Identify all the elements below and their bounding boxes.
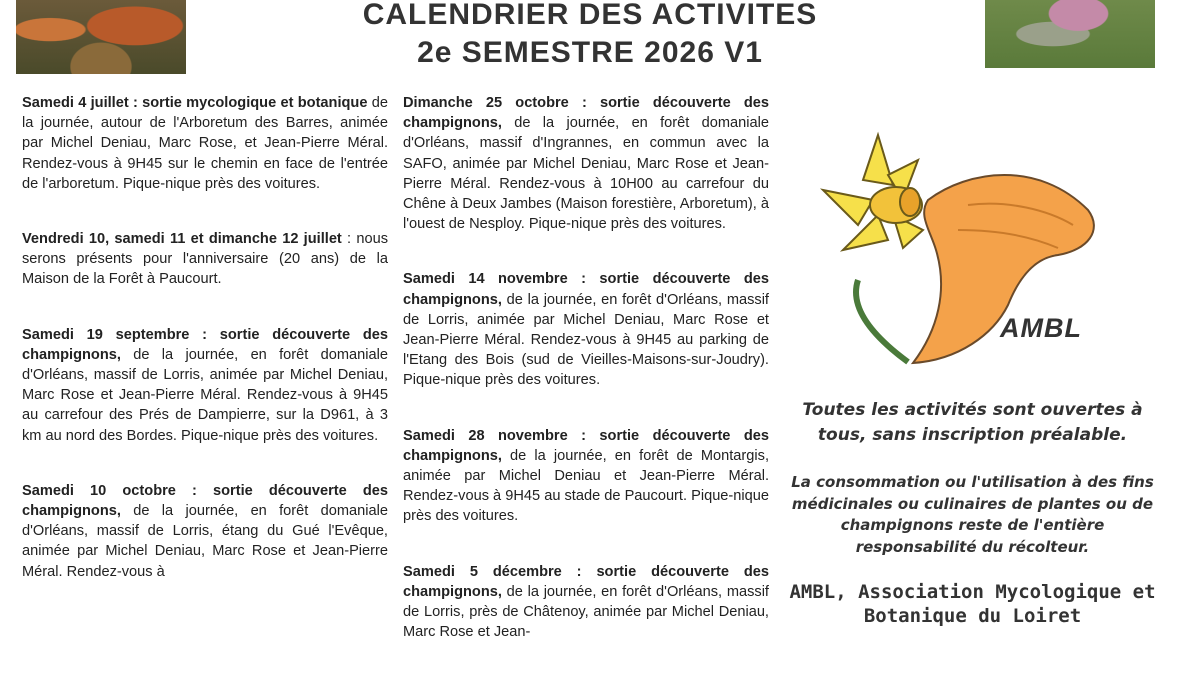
activity-entry [403,93,769,234]
activity-heading: Samedi 4 juillet : sortie mycologique et botanique [22,95,368,111]
activity-details: de la journée, en forêt domaniale d'Orléans, massif d'Ingrannes, en commun avec la SAFO, animée par Michel Deniau, Marc Rose et Jean-Pierre Méral. Rendez-vous à 10H00 au carrefour du Chêne à Deux Jambes (Maison forestière, Arboretum), à l'ouest de Nesploy. Pique-nique près des voitures. [403,115,769,233]
activity-entry [22,229,388,290]
activity-heading: Samedi 19 septembre : sortie découverte des champignons, [22,326,388,363]
activity-entry [403,426,769,527]
activity-heading: Samedi 14 novembre : sortie découverte des champignons, [403,271,769,308]
activities-column-2 [403,93,769,677]
activity-entry [22,93,388,194]
page-subtitle: 2e SEMESTRE 2026 V1 [417,36,763,69]
activity-heading: Samedi 10 octobre : sortie découverte des champignons, [22,482,388,520]
activity-details: de la journée, en forêt de Montargis, animée par Michel Deniau et Jean-Pierre Méral. Rendez-vous à 9H45 au stade de Paucourt. Pique-nique près des voitures. [403,447,769,525]
activity-entry [22,325,388,446]
activity-entry [403,562,769,643]
activity-heading: Samedi 5 décembre : sortie découverte des champignons, [403,563,769,600]
activity-details: de la journée, autour de l'Arboretum des Barres, animée par Michel Deniau, Marc Rose, et Jean-Pierre Méral. Rendez-vous à 9H45 sur le chemin en face de l'entrée de l'arboretum. Pique-nique près des voitures. [22,95,388,192]
activities-column-1 [22,93,388,617]
mushroom-photo [16,0,186,74]
activity-details: : nous serons présents pour l'anniversaire (20 ans) de la Maison de la Forêt à Paucourt. [22,231,388,288]
activity-heading: Dimanche 25 octobre : sortie découverte des champignons, [403,95,769,132]
activity-details: de la journée, en forêt domaniale d'Orléans, massif de Lorris, étang du Gué l'Evêque, animée par Michel Deniau, Marc Rose et Jean-Pierre Méral. Rendez-vous à [22,503,388,580]
activity-details: de la journée, en forêt d'Orléans, massif de Lorris, près de Châtenoy, animée par Michel Deniau, Marc Rose et Jean- [403,583,769,641]
activity-details: de la journée, en forêt domaniale d'Orléans, massif de Lorris, animée par Michel Deniau, Marc Rose et Jean-Pierre Méral. Rendez-vous à 9H45 au carrefour des Prés de Dampierre, sur la D961, à 3 km au nord des Bordes. Pique-nique près des voitures. [22,346,388,444]
activity-details: de la journée, en forêt d'Orléans, massif de Lorris, animée par Michel Deniau, Marc Rose et Jean-Pierre Méral. Rendez-vous à 9H45 au parking de l'Etang des Bois (sud de Vieilles-Maisons-sur-Joudry). Pique-nique près des voitures. [403,291,769,389]
page-title: CALENDRIER DES ACTIVITES [362,0,818,31]
activity-heading: Vendredi 10, samedi 11 et dimanche 12 juillet [22,231,342,248]
activity-heading: Samedi 28 novembre : sortie découverte des champignons, [403,427,769,464]
activity-entry [403,269,769,390]
activity-entry [22,481,388,582]
logo-text: AMBL [1000,313,1082,343]
open-to-all-notice: Toutes les activités sont ouvertes à tous, sans inscription préalable. [802,400,1143,445]
responsibility-notice: La consommation ou l'utilisation à des fins médicinales ou culinaires de plantes ou de champignons reste de l'entière responsabilité du récolteur. [791,473,1154,556]
thistle-photo [985,0,1155,68]
association-name: AMBL, Association Mycologique et Botanique du Loiret [789,581,1156,627]
